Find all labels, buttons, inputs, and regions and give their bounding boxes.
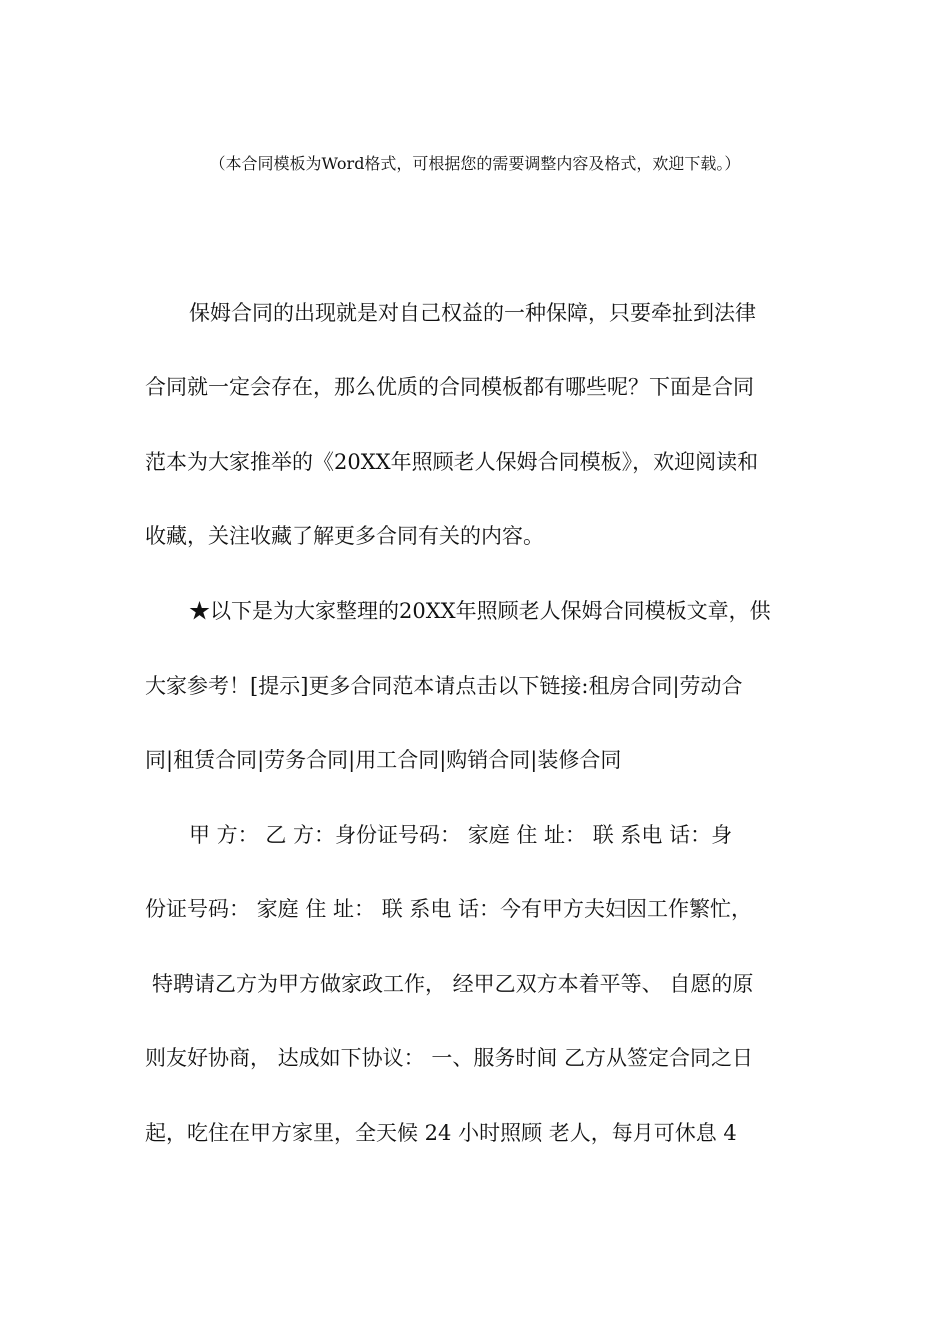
template-note: （本合同模板为Word格式，可根据您的需要调整内容及格式，欢迎下载。） [209, 154, 741, 173]
paragraph-line-8: 甲 方： 乙 方：身份证号码： 家庭 住 址： 联 系电 话：身 [189, 823, 733, 847]
paragraph-line-6: 大家参考！[提示]更多合同范本请点击以下链接:租房合同|劳动合 [145, 674, 743, 698]
paragraph-line-12: 起，吃住在甲方家里，全天候 24 小时照顾 老人，每月可休息 4 [145, 1121, 737, 1145]
paragraph-line-4: 收藏，关注收藏了解更多合同有关的内容。 [145, 524, 544, 548]
paragraph-line-11: 则友好协商， 达成如下协议： 一、服务时间 乙方从签定合同之日 [145, 1046, 754, 1070]
paragraph-line-1: 保姆合同的出现就是对自己权益的一种保障，只要牵扯到法律 [189, 301, 756, 325]
paragraph-line-7: 同|租赁合同|劳务合同|用工合同|购销合同|装修合同 [145, 748, 622, 772]
paragraph-line-9: 份证号码： 家庭 住 址： 联 系电 话：今有甲方夫妇因工作繁忙， [145, 897, 753, 921]
paragraph-line-10: 特聘请乙方为甲方做家政工作， 经甲乙双方本着平等、 自愿的原 [152, 972, 754, 996]
paragraph-line-2: 合同就一定会存在，那么优质的合同模板都有哪些呢？下面是合同 [145, 375, 754, 399]
paragraph-line-5: ★以下是为大家整理的20XX年照顾老人保姆合同模板文章，供 [189, 599, 771, 623]
paragraph-line-3: 范本为大家推举的《20XX年照顾老人保姆合同模板》，欢迎阅读和 [145, 450, 759, 474]
